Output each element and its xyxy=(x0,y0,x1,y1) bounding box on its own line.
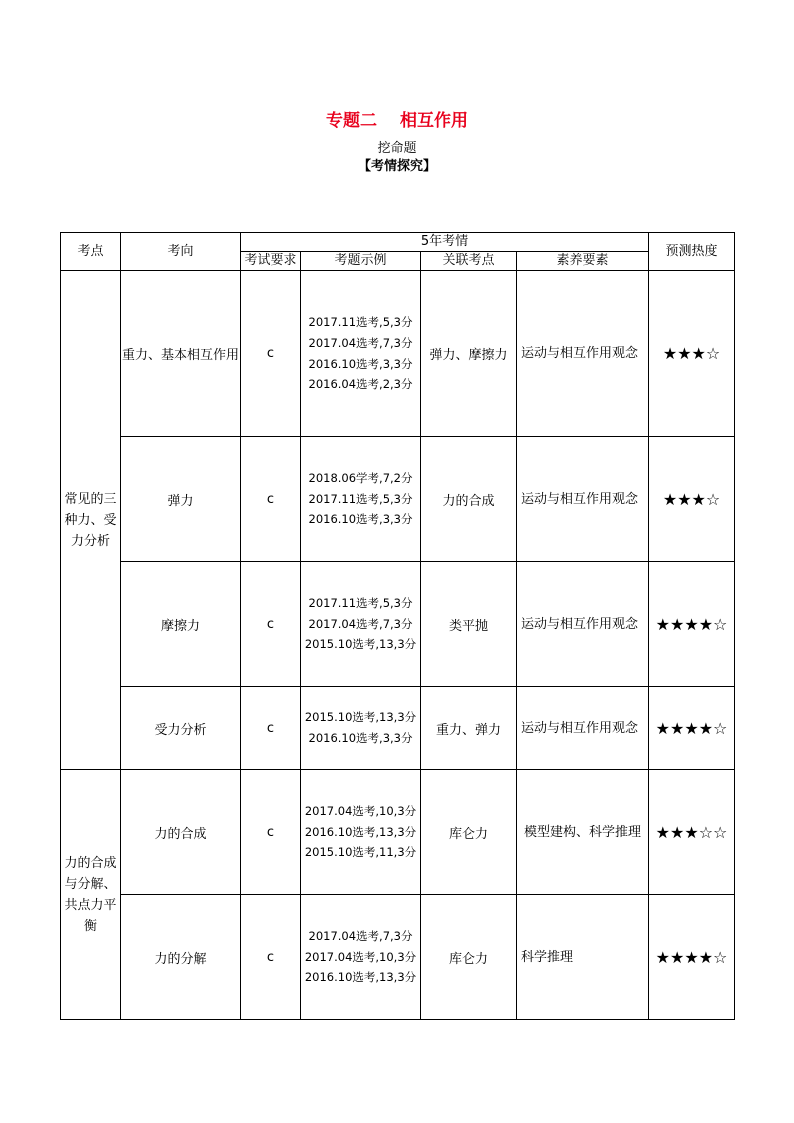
related-cell: 库仑力 xyxy=(421,895,517,1020)
example-cell xyxy=(301,687,421,770)
req-cell: c xyxy=(241,437,301,562)
example-cell xyxy=(301,271,421,437)
header-req: 考试要求 xyxy=(241,252,301,271)
req-cell: c xyxy=(241,687,301,770)
header-example: 考题示例 xyxy=(301,252,421,271)
example-item: 2017.04选考,10,3分 xyxy=(304,949,417,964)
kaoxiang-cell: 受力分析 xyxy=(121,687,241,770)
doc-title: 专题二 相互作用 xyxy=(326,111,468,131)
table-body xyxy=(61,233,735,1020)
example-item: 2016.10选考,13,3分 xyxy=(304,824,417,839)
example-item: 2017.04选考,7,3分 xyxy=(308,335,413,350)
heat-rating: ★★★★☆ xyxy=(649,687,735,770)
kaoxiang-cell: 弹力 xyxy=(121,437,241,562)
example-item: 2017.11选考,5,3分 xyxy=(308,491,413,506)
example-cell xyxy=(301,437,421,562)
kaodian-cell: 常见的三种力、受力分析 xyxy=(61,271,121,770)
example-item: 2016.10选考,3,3分 xyxy=(308,512,413,527)
header-heat: 预测热度 xyxy=(649,233,735,271)
literacy-cell: 运动与相互作用观念 xyxy=(517,437,649,562)
related-cell: 弹力、摩擦力 xyxy=(421,271,517,437)
example-item: 2016.10选考,13,3分 xyxy=(304,970,417,985)
req-cell: c xyxy=(241,895,301,1020)
related-cell: 类平抛 xyxy=(421,562,517,687)
literacy-cell: 运动与相互作用观念 xyxy=(517,687,649,770)
literacy-cell: 运动与相互作用观念 xyxy=(517,562,649,687)
exam-analysis-table xyxy=(60,232,735,1020)
heat-rating: ★★★☆☆ xyxy=(649,770,735,895)
req-cell: c xyxy=(241,271,301,437)
related-cell: 力的合成 xyxy=(421,437,517,562)
header-row-1 xyxy=(61,233,735,252)
kaoxiang-cell: 摩擦力 xyxy=(121,562,241,687)
literacy-cell: 运动与相互作用观念 xyxy=(517,271,649,437)
table-row xyxy=(61,437,735,562)
kaoxiang-cell: 力的分解 xyxy=(121,895,241,1020)
example-item: 2015.10选考,11,3分 xyxy=(304,845,417,860)
example-item: 2017.04选考,7,3分 xyxy=(308,928,413,943)
table-row xyxy=(61,895,735,1020)
example-item: 2016.10选考,3,3分 xyxy=(308,356,413,371)
example-item: 2017.04选考,7,3分 xyxy=(308,616,413,631)
header-kaodian: 考点 xyxy=(61,233,121,271)
example-item: 2015.10选考,13,3分 xyxy=(304,637,417,652)
doc-subtitle: 挖命题 xyxy=(377,141,417,156)
heat-rating: ★★★★☆ xyxy=(649,562,735,687)
table-row xyxy=(61,562,735,687)
example-item: 2018.06学考,7,2分 xyxy=(308,470,413,485)
literacy-cell: 科学推理 xyxy=(517,895,649,1020)
req-cell: c xyxy=(241,770,301,895)
table-row xyxy=(61,687,735,770)
table-row xyxy=(61,271,735,437)
heat-rating: ★★★★☆ xyxy=(649,895,735,1020)
header-kaoxiang: 考向 xyxy=(121,233,241,271)
kaoxiang-cell: 重力、基本相互作用 xyxy=(121,271,241,437)
example-cell xyxy=(301,770,421,895)
header-literacy: 素养要素 xyxy=(517,252,649,271)
example-item: 2017.11选考,5,3分 xyxy=(308,595,413,610)
kaodian-cell: 力的合成与分解、共点力平衡 xyxy=(61,770,121,1020)
heat-rating: ★★★☆ xyxy=(649,437,735,562)
example-item: 2016.04选考,2,3分 xyxy=(308,377,413,392)
example-cell xyxy=(301,562,421,687)
kaoxiang-cell: 力的合成 xyxy=(121,770,241,895)
req-cell: c xyxy=(241,562,301,687)
section-heading: 【考情探究】 xyxy=(357,159,436,174)
example-cell xyxy=(301,895,421,1020)
literacy-cell: 模型建构、科学推理 xyxy=(517,770,649,895)
related-cell: 库仑力 xyxy=(421,770,517,895)
table-row xyxy=(61,770,735,895)
heat-rating: ★★★☆ xyxy=(649,271,735,437)
example-item: 2015.10选考,13,3分 xyxy=(304,710,417,725)
doc-subtitle-block xyxy=(0,140,794,176)
example-item: 2016.10选考,3,3分 xyxy=(308,731,413,745)
header-five-year: 5年考情 xyxy=(241,233,649,252)
related-cell: 重力、弹力 xyxy=(421,687,517,770)
example-item: 2017.11选考,5,3分 xyxy=(308,314,413,329)
header-related: 关联考点 xyxy=(421,252,517,271)
example-item: 2017.04选考,10,3分 xyxy=(304,803,417,818)
